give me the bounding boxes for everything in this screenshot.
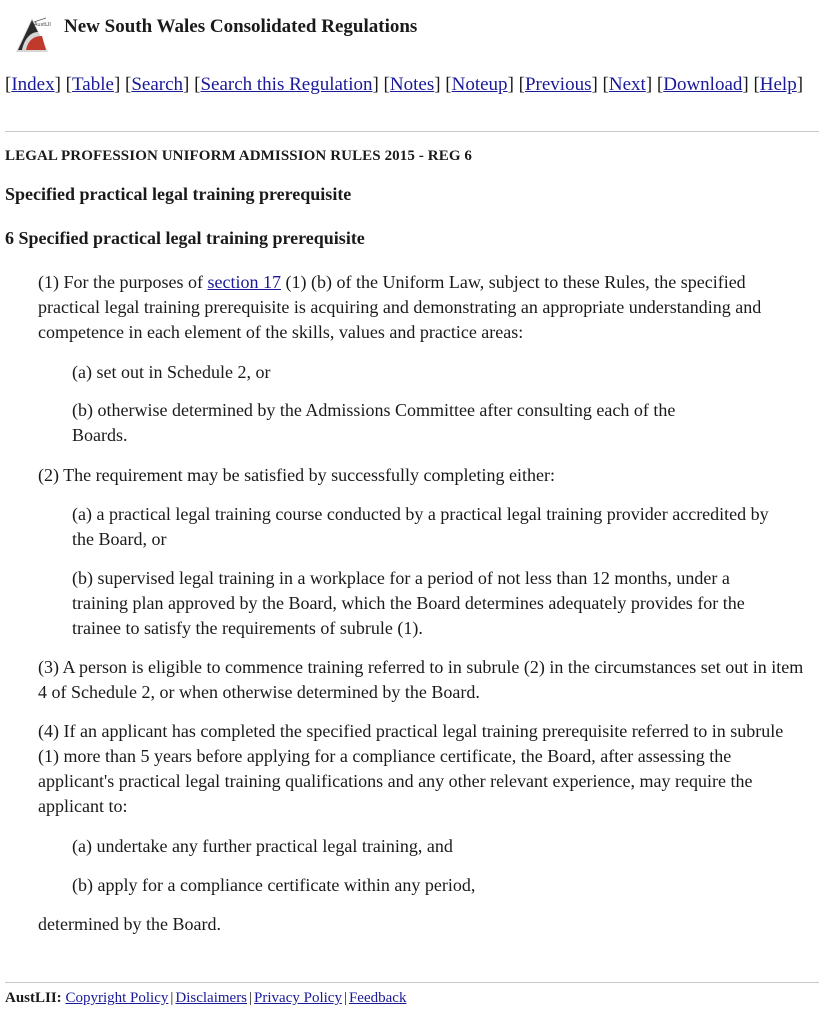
subrule-1-text-after: (1) (b) of the Uniform Law, subject to these Rules, the specified practical legal training prerequisite is acquiring and demonstrating an appropriate understanding and competence in each element of the skills, values and practice areas: [38, 272, 762, 342]
subrule-3: (3) A person is eligible to commence training referred to in subrule (2) in the circumstances set out in item 4 of Schedule 2, or when otherwise determined by the Board. [38, 657, 804, 702]
subrule-1a: (a) set out in Schedule 2, or [72, 362, 271, 382]
austlii-logo-icon[interactable] [12, 12, 52, 56]
site-header [12, 12, 417, 56]
feedback-link[interactable]: Feedback [348, 990, 407, 1006]
divider-top [5, 131, 819, 132]
subrule-4a: (a) undertake any further practical legal training, and [72, 836, 453, 856]
site-title: New South Wales Consolidated Regulations [64, 16, 418, 37]
nav-download-link[interactable]: Download [663, 74, 743, 95]
subrule-2: (2) The requirement may be satisfied by successfully completing either: [38, 465, 556, 485]
subrule-4b: (b) apply for a compliance certificate within any period, [72, 875, 476, 895]
privacy-policy-link[interactable]: Privacy Policy [254, 990, 342, 1006]
nav-help-link[interactable]: Help [759, 74, 797, 95]
copyright-policy-link[interactable]: Copyright Policy [65, 990, 169, 1006]
divider-bottom [5, 982, 819, 983]
section-17-link[interactable]: section 17 [207, 272, 281, 292]
subrule-4: (4) If an applicant has completed the specified practical legal training prerequisite referred to in subrule (1) more than 5 years before applying for a compliance certificate, the Board, after assessing the applicant's practical legal training qualifications and any other relevant experience, may require the applicant to: [38, 721, 784, 816]
disclaimers-link[interactable]: Disclaimers [175, 990, 248, 1006]
svg-text:AustLII: AustLII [34, 22, 51, 28]
nav-index-link[interactable]: Index [11, 74, 55, 95]
footer-brand: AustLII: [5, 990, 62, 1006]
footer: AustLII: Copyright Policy | Disclaimers | Privacy Policy | Feedback [5, 990, 407, 1006]
nav-next-link[interactable]: Next [608, 74, 646, 95]
subrule-4-tail: determined by the Board. [38, 914, 221, 934]
nav-notes-link[interactable]: Notes [389, 74, 435, 95]
nav-search-link[interactable]: Search [131, 74, 184, 95]
nav-table-link[interactable]: Table [72, 74, 114, 95]
regulation-code: LEGAL PROFESSION UNIFORM ADMISSION RULES 2015 - REG 6 [5, 148, 473, 164]
nav-search-regulation-link[interactable]: Search this Regulation [200, 74, 373, 95]
subrule-2a: (a) a practical legal training course conducted by a practical legal training provider accredited by the Board, or [72, 504, 769, 549]
subrule-2b: (b) supervised legal training in a workplace for a period of not less than 12 months, under a training plan approved by the Board, which the Board determines adequately provides for the trainee to satisfy the requirements of subrule (1). [72, 568, 745, 638]
section-heading: 6 Specified practical legal training prerequisite [5, 228, 365, 248]
nav-noteup-link[interactable]: Noteup [451, 74, 508, 95]
subrule-1-text-before: (1) For the purposes of [38, 272, 208, 292]
nav-bar: [Index] [Table] [Search] [Search this Regulation] [Notes] [Noteup] [Previous] [Next] [Download] [Help] [5, 74, 804, 95]
regulation-title: Specified practical legal training prerequisite [5, 184, 352, 204]
subrule-1b: (b) otherwise determined by the Admissions Committee after consulting each of the Boards. [72, 400, 676, 445]
nav-previous-link[interactable]: Previous [524, 74, 592, 95]
subrule-1 [38, 270, 798, 345]
